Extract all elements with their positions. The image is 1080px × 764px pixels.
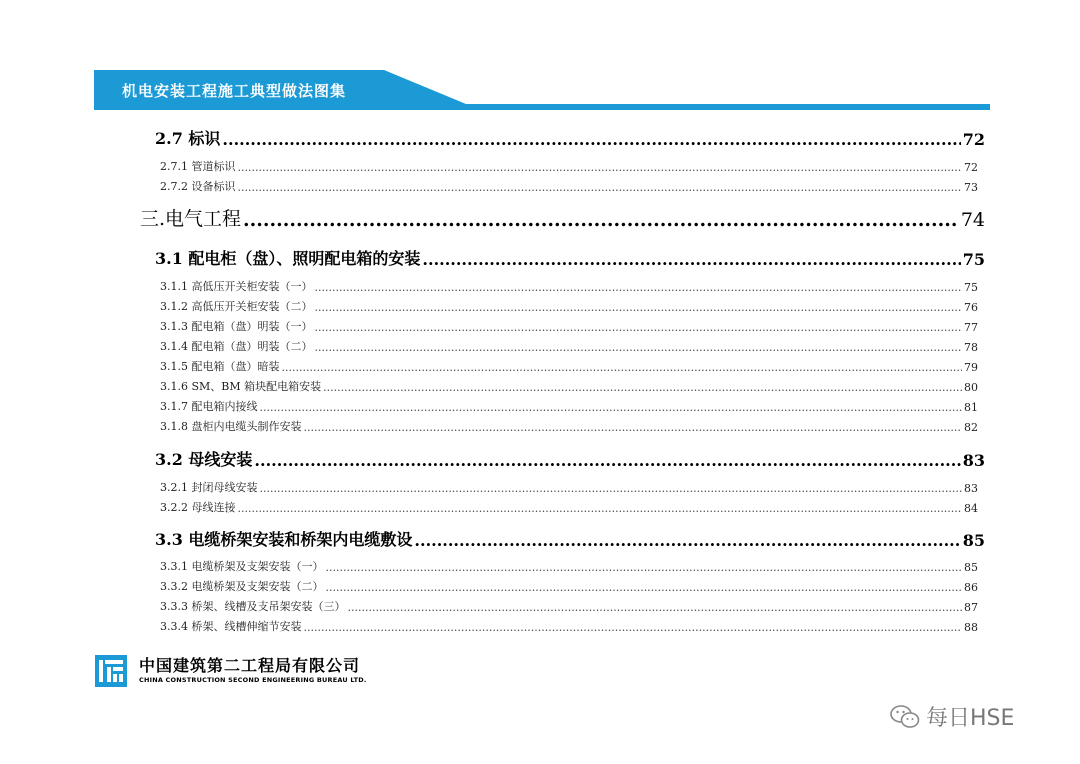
toc-entry-label: 2.7.2 设备标识 <box>160 180 236 193</box>
toc-entry-label: 3.1.7 配电箱内接线 <box>160 400 258 413</box>
toc-leader-dots <box>222 130 960 149</box>
toc-leader-dots <box>315 301 963 314</box>
toc-entry-page: 85 <box>962 531 985 550</box>
toc-entry-label: 3.1.1 高低压开关柜安装（一） <box>160 280 313 293</box>
toc-entry[interactable] <box>160 578 978 594</box>
toc-entry-page: 84 <box>964 502 978 515</box>
company-name-en: CHINA CONSTRUCTION SECOND ENGINEERING BUREAU LTD. <box>139 676 367 684</box>
toc-entry-page: 81 <box>964 401 978 414</box>
toc-entry[interactable] <box>160 358 978 374</box>
toc-entry-label: 2.7 标识 <box>155 129 221 148</box>
toc-entry-page: 73 <box>964 181 978 194</box>
toc-entry-label: 3.1.6 SM、BM 箱块配电箱安装 <box>160 380 322 393</box>
watermark-text: 每日HSE <box>926 706 1015 731</box>
document-title: 机电安装工程施工典型做法图集 <box>122 82 347 100</box>
toc-entry-page: 75 <box>964 281 978 294</box>
toc-entry-page: 75 <box>962 250 985 269</box>
toc-entry-page: 82 <box>964 421 978 434</box>
toc-entry[interactable] <box>160 398 978 414</box>
toc-leader-dots <box>326 581 963 594</box>
toc-entry[interactable] <box>160 338 978 354</box>
toc-entry[interactable] <box>155 447 985 470</box>
toc-leader-dots <box>282 361 963 374</box>
toc-entry[interactable] <box>160 298 978 314</box>
toc-leader-dots <box>243 209 959 231</box>
toc-entry-page: 88 <box>964 621 978 634</box>
toc-leader-dots <box>315 321 963 334</box>
toc-leader-dots <box>326 561 963 574</box>
toc-entry-page: 72 <box>962 130 985 149</box>
toc-entry-label: 2.7.1 管道标识 <box>160 160 236 173</box>
toc-entry[interactable] <box>160 418 978 434</box>
toc-leader-dots <box>347 601 962 614</box>
toc-entry[interactable] <box>160 618 978 634</box>
toc-leader-dots <box>422 250 960 269</box>
toc-entry-label: 3.3.3 桥架、线槽及支吊架安装（三） <box>160 600 346 613</box>
toc-entry-label: 3.1.5 配电箱（盘）暗装 <box>160 360 280 373</box>
company-name-cn: 中国建筑第二工程局有限公司 <box>139 656 361 675</box>
toc-entry-label: 三.电气工程 <box>140 208 242 230</box>
toc-entry[interactable] <box>160 499 978 515</box>
toc-leader-dots <box>260 401 963 414</box>
toc-entry-page: 72 <box>964 161 978 174</box>
toc-entry-label: 3.1.2 高低压开关柜安装（二） <box>160 300 313 313</box>
toc-leader-dots <box>260 482 963 495</box>
toc-entry[interactable] <box>160 318 978 334</box>
toc-entry-page: 76 <box>964 301 978 314</box>
toc-entry[interactable] <box>160 479 978 495</box>
toc-entry[interactable] <box>160 598 978 614</box>
toc-entry-page: 79 <box>964 361 978 374</box>
toc-entry[interactable] <box>160 378 978 394</box>
toc-entry-label: 3.1.3 配电箱（盘）明装（一） <box>160 320 313 333</box>
toc-leader-dots <box>254 451 960 470</box>
toc-entry-label: 3.3.2 电缆桥架及支架安装（二） <box>160 580 324 593</box>
toc-entry-label: 3.1.8 盘柜内电缆头制作安装 <box>160 420 302 433</box>
toc-entry-label: 3.2.2 母线连接 <box>160 501 236 514</box>
toc-leader-dots <box>304 621 963 634</box>
toc-entry-label: 3.1.4 配电箱（盘）明装（二） <box>160 340 313 353</box>
toc-entry[interactable] <box>160 158 978 174</box>
toc-entry[interactable] <box>155 246 985 269</box>
toc-entry[interactable] <box>160 278 978 294</box>
toc-leader-dots <box>238 181 963 194</box>
toc-entry-page: 83 <box>964 482 978 495</box>
toc-entry-page: 86 <box>964 581 978 594</box>
toc-entry-page: 85 <box>964 561 978 574</box>
company-logo-icon <box>95 655 127 687</box>
toc-entry-label: 3.2.1 封闭母线安装 <box>160 481 258 494</box>
wechat-icon <box>890 704 920 730</box>
toc-entry-label: 3.3.4 桥架、线槽伸缩节安装 <box>160 620 302 633</box>
toc-entry-page: 87 <box>964 601 978 614</box>
toc-entry[interactable] <box>155 527 985 550</box>
watermark <box>890 701 1014 732</box>
toc-leader-dots <box>414 531 960 550</box>
toc-leader-dots <box>238 502 963 515</box>
toc-leader-dots <box>238 161 963 174</box>
toc-leader-dots <box>304 421 963 434</box>
toc-leader-dots <box>315 341 963 354</box>
toc-entry-label: 3.1 配电柜（盘）、照明配电箱的安装 <box>155 249 421 268</box>
toc-entry-page: 74 <box>960 209 985 231</box>
toc-entry-page: 83 <box>962 451 985 470</box>
toc-leader-dots <box>315 281 963 294</box>
toc-entry[interactable] <box>155 126 985 149</box>
toc-entry-page: 80 <box>964 381 978 394</box>
toc-entry[interactable] <box>160 558 978 574</box>
toc-entry-page: 77 <box>964 321 978 334</box>
toc-entry-label: 3.3 电缆桥架安装和桥架内电缆敷设 <box>155 530 413 549</box>
toc-entry-label: 3.3.1 电缆桥架及支架安装（一） <box>160 560 324 573</box>
toc-entry-label: 3.2 母线安装 <box>155 450 253 469</box>
toc-entry[interactable] <box>140 204 985 231</box>
toc-leader-dots <box>323 381 962 394</box>
toc-entry[interactable] <box>160 178 978 194</box>
toc-entry-page: 78 <box>964 341 978 354</box>
